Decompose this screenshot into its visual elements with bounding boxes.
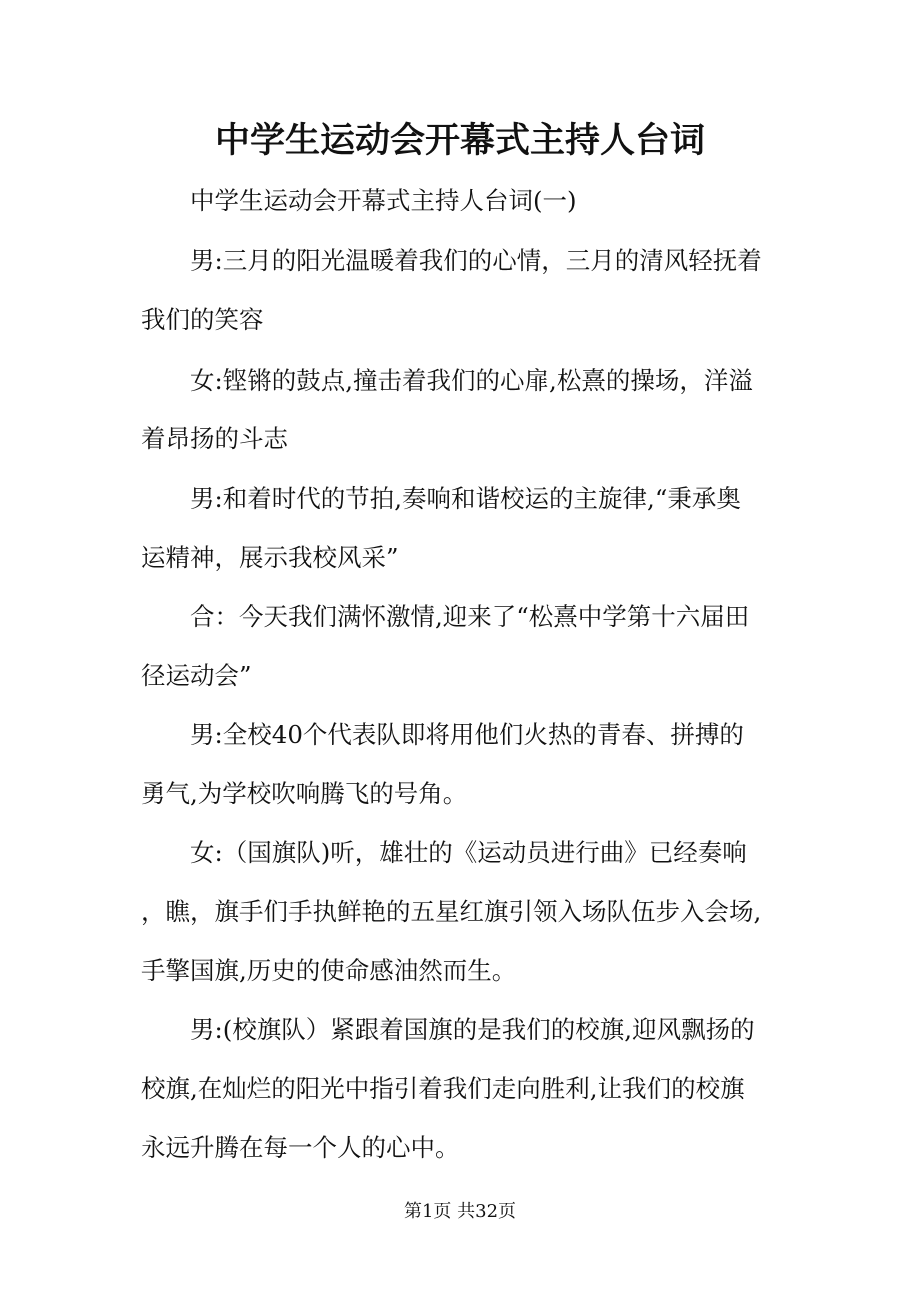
text-line: 我们的笑容 bbox=[141, 305, 264, 334]
text-line: 合：今天我们满怀激情,迎来了“松熹中学第十六届田 bbox=[190, 602, 750, 631]
document-title: 中学生运动会开幕式主持人台词 bbox=[214, 121, 705, 161]
text-line: ，瞧，旗手们手执鲜艳的五星红旗引领入场队伍步入会场, bbox=[141, 897, 762, 926]
text-line: 着昂扬的斗志 bbox=[141, 424, 288, 453]
text-line: 永远升腾在每一个人的心中。 bbox=[141, 1133, 460, 1162]
text-line: 手擎国旗,历史的使命感油然而生。 bbox=[141, 956, 517, 985]
text-line: 径运动会” bbox=[141, 661, 252, 690]
text-line: 男:三月的阳光温暖着我们的心情，三月的清风轻抚着 bbox=[190, 246, 762, 275]
page-footer: 第1页 共32页 bbox=[403, 1201, 517, 1222]
text-line: 勇气,为学校吹响腾飞的号角。 bbox=[141, 779, 468, 808]
text-line: 女:（国旗队)听，雄壮的《运动员进行曲》已经奏响 bbox=[190, 838, 747, 867]
text-line: 男:(校旗队）紧跟着国旗的是我们的校旗,迎风飘扬的 bbox=[190, 1015, 755, 1044]
text-line: 女:铿锵的鼓点,撞击着我们的心扉,松熹的操场，洋溢 bbox=[190, 366, 753, 395]
subtitle-line: 中学生运动会开幕式主持人台词(一) bbox=[190, 186, 577, 215]
text-line: 校旗,在灿烂的阳光中指引着我们走向胜利,让我们的校旗 bbox=[141, 1074, 745, 1103]
text-line: 男:全校40个代表队即将用他们火热的青春、拼搏的 bbox=[190, 720, 744, 749]
text-line: 男:和着时代的节拍,奏响和谐校运的主旋律,“秉承奥 bbox=[190, 484, 741, 513]
text-line: 运精神，展示我校风采” bbox=[141, 543, 399, 572]
